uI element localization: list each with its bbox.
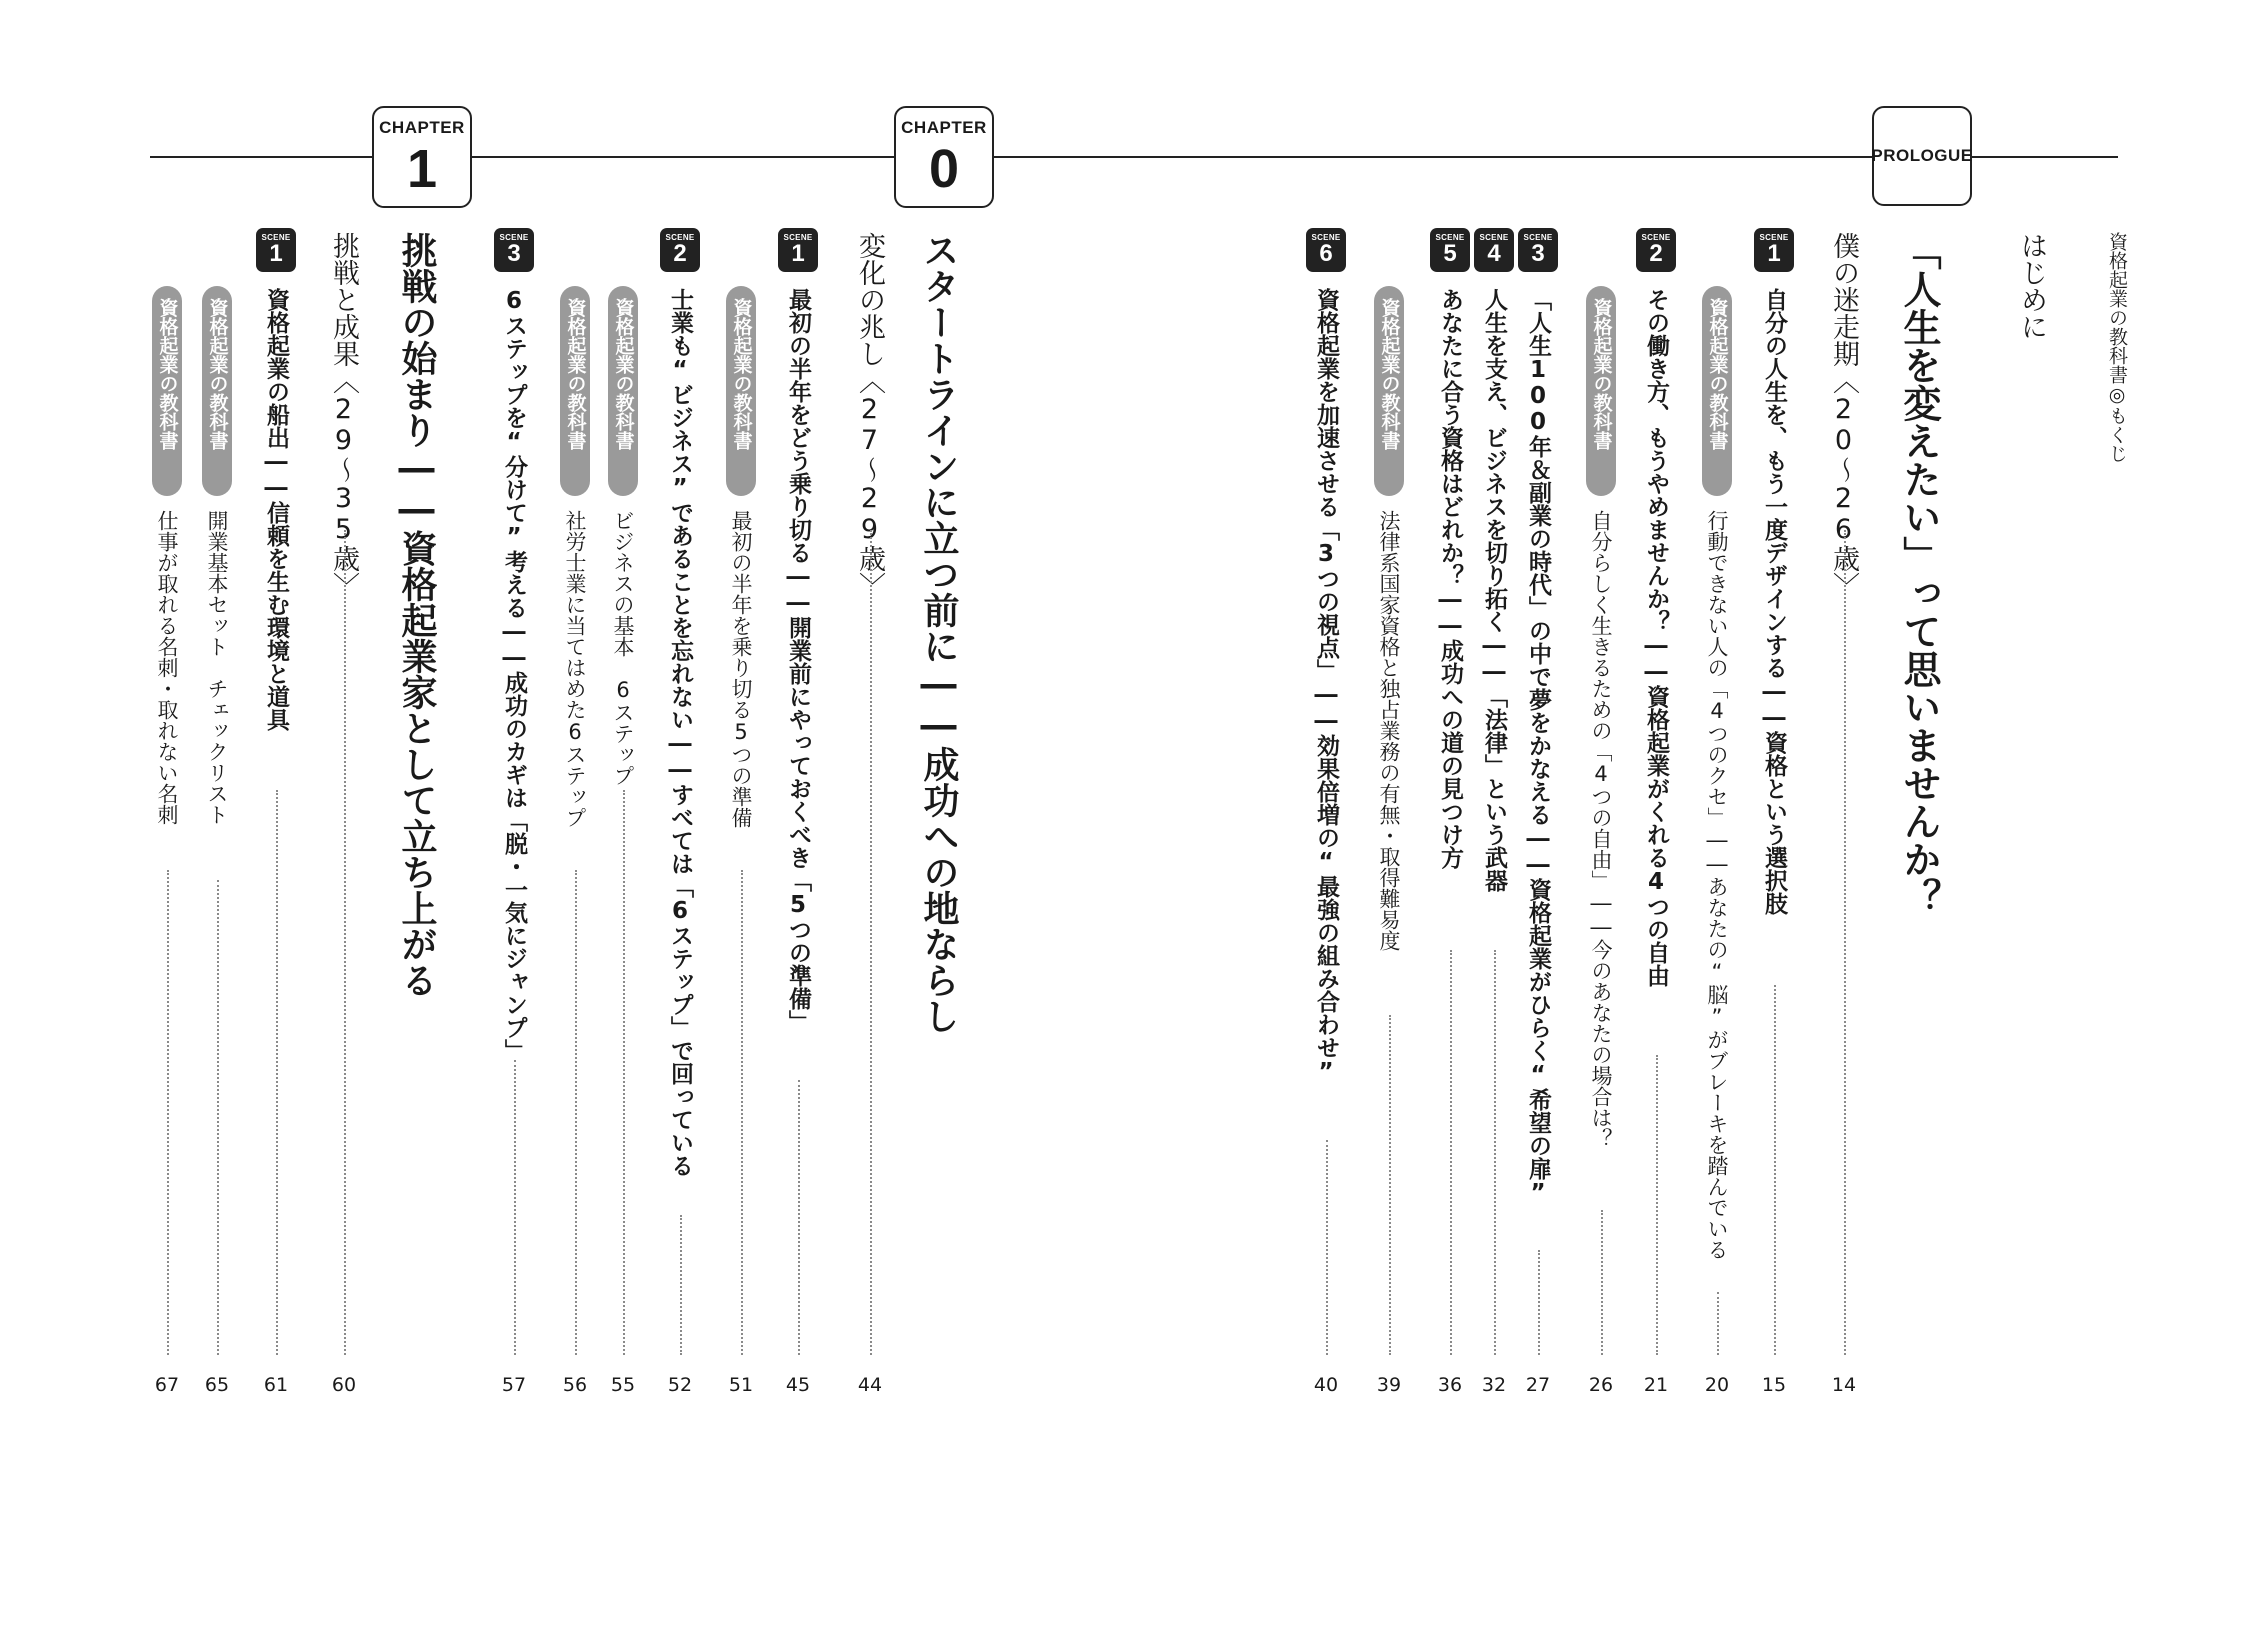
page-number: 21 <box>1643 1374 1669 1396</box>
page-number: 27 <box>1525 1374 1551 1396</box>
toc-entry: 開業基本セット チェックリスト <box>205 510 229 825</box>
toc-entry: 僕の迷走期〈20〜26歳〉 <box>1828 232 1859 599</box>
page-number: 40 <box>1313 1374 1339 1396</box>
chapter-0-box <box>894 106 994 208</box>
series-pill: 資格起業の教科書 <box>202 286 232 496</box>
leader-dots <box>1717 1292 1719 1355</box>
leader-dots <box>741 870 743 1355</box>
toc-entry: 「人生100年＆副業の時代」の中で夢をかなえる――資格起業がひらく“希望の扉” <box>1525 288 1551 1206</box>
toc-entry: 資格起業を加速させる「3つの視点」――効果倍増の“最強の組み合わせ” <box>1313 288 1339 1085</box>
toc-entry: 変化の兆し〈27〜29歳〉 <box>854 232 885 599</box>
page-number: 61 <box>263 1374 289 1396</box>
series-pill: 資格起業の教科書 <box>152 286 182 496</box>
scene-badge: SCENE 1 <box>256 228 296 272</box>
page-number: 45 <box>785 1374 811 1396</box>
chapter-label: CHAPTER <box>379 118 465 137</box>
page-number: 36 <box>1437 1374 1463 1396</box>
scene-badge: SCENE 6 <box>1306 228 1346 272</box>
leader-dots <box>217 880 219 1355</box>
scene-badge: SCENE 2 <box>1636 228 1676 272</box>
leader-dots <box>1601 1210 1603 1355</box>
series-pill: 資格起業の教科書 <box>1374 286 1404 496</box>
page-number: 60 <box>331 1374 357 1396</box>
leader-dots <box>514 1060 516 1355</box>
chapter-1-box <box>372 106 472 208</box>
page-number: 56 <box>562 1374 588 1396</box>
series-pill: 資格起業の教科書 <box>608 286 638 496</box>
toc-entry: ビジネスの基本 6ステップ <box>611 510 635 786</box>
leader-dots <box>575 870 577 1355</box>
toc-entry: 行動できない人の「4つのクセ」――あなたの“脳”がブレーキを踏んでいる <box>1705 510 1729 1260</box>
scene-badge: SCENE 1 <box>778 228 818 272</box>
series-pill: 資格起業の教科書 <box>726 286 756 496</box>
toc-entry: 自分らしく生きるための「4つの自由」――今のあなたの場合は？ <box>1589 510 1613 1149</box>
prologue-box <box>1872 106 1972 206</box>
leader-dots <box>1844 530 1846 1355</box>
leader-dots <box>276 790 278 1355</box>
toc-entry: 社労士業に当てはめた6ステップ <box>563 510 587 828</box>
chapter-label: CHAPTER <box>901 118 987 137</box>
leader-dots <box>623 790 625 1355</box>
chapter-number: 0 <box>928 139 960 199</box>
scene-badge: SCENE 4 <box>1474 228 1514 272</box>
scene-badge: SCENE 3 <box>1518 228 1558 272</box>
scene-badge: SCENE 5 <box>1430 228 1470 272</box>
leader-dots <box>1326 1140 1328 1355</box>
toc-entry: 最初の半年を乗り切る5つの準備 <box>729 510 753 828</box>
leader-dots <box>1774 985 1776 1355</box>
toc-entry: その働き方、もうやめませんか？――資格起業がくれる4つの自由 <box>1643 288 1669 987</box>
toc-entry: 士業も“ビジネス”であることを忘れない――すべては「6ステップ」で回っている <box>667 288 693 1177</box>
page-number: 15 <box>1761 1374 1787 1396</box>
page-number: 52 <box>667 1374 693 1396</box>
toc-entry: 最初の半年をどう乗り切る――開業前にやっておくべき「5つの準備」 <box>785 288 811 1033</box>
leader-dots <box>1538 1250 1540 1355</box>
page-number: 44 <box>857 1374 883 1396</box>
prologue-title: 「人生を変えたい」って思いませんか？ <box>1897 232 1941 916</box>
page-number: 65 <box>204 1374 230 1396</box>
chapter-1-title: 挑戦の始まり――資格起業家として立ち上がる <box>396 232 437 998</box>
page-number: 51 <box>728 1374 754 1396</box>
scene-badge: SCENE 3 <box>494 228 534 272</box>
leader-dots <box>1389 1015 1391 1355</box>
toc-entry: 挑戦と成果〈29〜35歳〉 <box>328 232 359 599</box>
toc-entry: 人生を支え、ビジネスを切り拓く――「法律」という武器 <box>1481 288 1507 892</box>
series-pill: 資格起業の教科書 <box>1586 286 1616 496</box>
leader-dots <box>1494 950 1496 1355</box>
chapter-number: 1 <box>406 139 438 199</box>
scene-badge: SCENE 2 <box>660 228 700 272</box>
toc-entry: 自分の人生を、もう一度デザインする――資格という選択肢 <box>1761 288 1787 915</box>
leader-dots <box>680 1215 682 1355</box>
page-number: 14 <box>1831 1374 1857 1396</box>
toc-entry: 6ステップを“分けて”考える――成功のカギは「脱・一気にジャンプ」 <box>501 288 527 1062</box>
toc-entry: あなたに合う資格はどれか？――成功への道の見つけ方 <box>1437 288 1463 869</box>
page-number: 67 <box>154 1374 180 1396</box>
page-number: 20 <box>1704 1374 1730 1396</box>
page-number: 39 <box>1376 1374 1402 1396</box>
series-pill: 資格起業の教科書 <box>560 286 590 496</box>
leader-dots <box>798 1080 800 1355</box>
leader-dots <box>344 530 346 1355</box>
page-number: 32 <box>1481 1374 1507 1396</box>
leader-dots <box>167 870 169 1355</box>
chapter-0-title: スタートラインに立つ前に――成功への地ならし <box>918 232 959 1034</box>
toc-entry: 仕事が取れる名刺・取れない名刺 <box>155 510 179 825</box>
page-number: 55 <box>610 1374 636 1396</box>
prologue-label: PROLOGUE <box>1871 146 1973 165</box>
series-pill: 資格起業の教科書 <box>1702 286 1732 496</box>
toc-entry: 法律系国家資格と独占業務の有無・取得難易度 <box>1377 510 1401 951</box>
page-number: 57 <box>501 1374 527 1396</box>
leader-dots <box>1450 950 1452 1355</box>
leader-dots <box>1656 1055 1658 1355</box>
leader-dots <box>870 530 872 1355</box>
scene-badge: SCENE 1 <box>1754 228 1794 272</box>
book-title: 資格起業の教科書◎もくじ <box>2106 232 2128 463</box>
toc-entry: 資格起業の船出――信頼を生む環境と道具 <box>263 288 289 731</box>
intro-heading: はじめに <box>2016 232 2047 340</box>
page-number: 26 <box>1588 1374 1614 1396</box>
